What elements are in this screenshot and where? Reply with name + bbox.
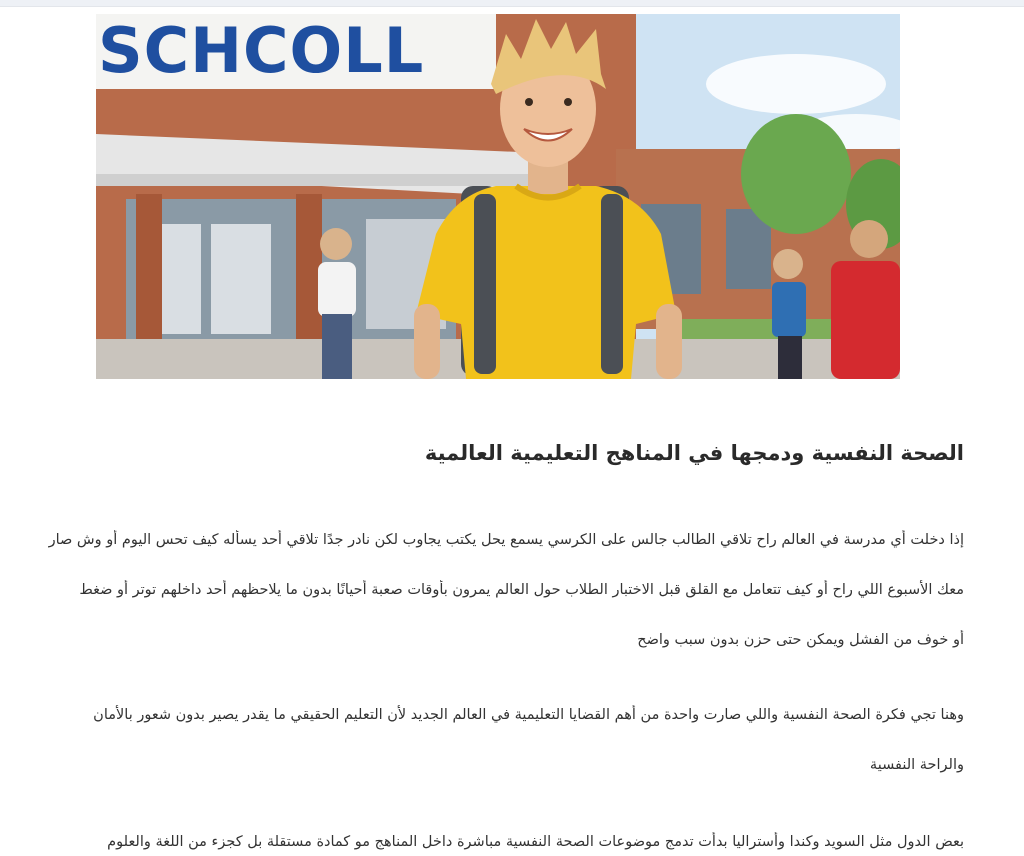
paragraph-1 bbox=[30, 530, 964, 650]
paragraph-line: بعض الدول مثل السويد وكندا وأستراليا بدأت تدمج موضوعات الصحة النفسية مباشرة داخل المناهج مو كمادة مستقلة بل كجزء من اللغة والعلوم bbox=[107, 834, 964, 850]
browser-top-strip bbox=[0, 0, 1024, 7]
hero-image bbox=[96, 14, 900, 379]
paragraph-line: والراحة النفسية bbox=[869, 757, 964, 773]
article-title: الصحة النفسية ودمجها في المناهج التعليمية العالمية bbox=[424, 441, 964, 465]
paragraph-3 bbox=[30, 832, 964, 852]
paragraph-line: أو خوف من الفشل ويمكن حتى حزن بدون سبب واضح bbox=[637, 632, 964, 648]
paragraph-line: وهنا تجي فكرة الصحة النفسية واللي صارت واحدة من أهم القضايا التعليمية في العالم الجديد لأن التعليم الحقيقي ما يقدر يصير بدون شعور بالأمان bbox=[93, 707, 964, 723]
paragraph-2 bbox=[30, 705, 964, 775]
paragraph-line: معك الأسبوع اللي راح أو كيف تتعامل مع القلق قبل الاختبار الطلاب حول العالم يمرون بأوقات صعبة أحيانًا بدون ما يلاحظهم أحد داخلهم توتر أو ضغط bbox=[79, 582, 964, 598]
paragraph-line: إذا دخلت أي مدرسة في العالم راح تلاقي الطالب جالس على الكرسي يسمع يحل يكتب يجاوب لكن نادر جدًا تلاقي أحد يسأله كيف تحس اليوم أو وش صار bbox=[48, 532, 964, 548]
school-sign-text: SCHCOLL bbox=[98, 22, 425, 80]
